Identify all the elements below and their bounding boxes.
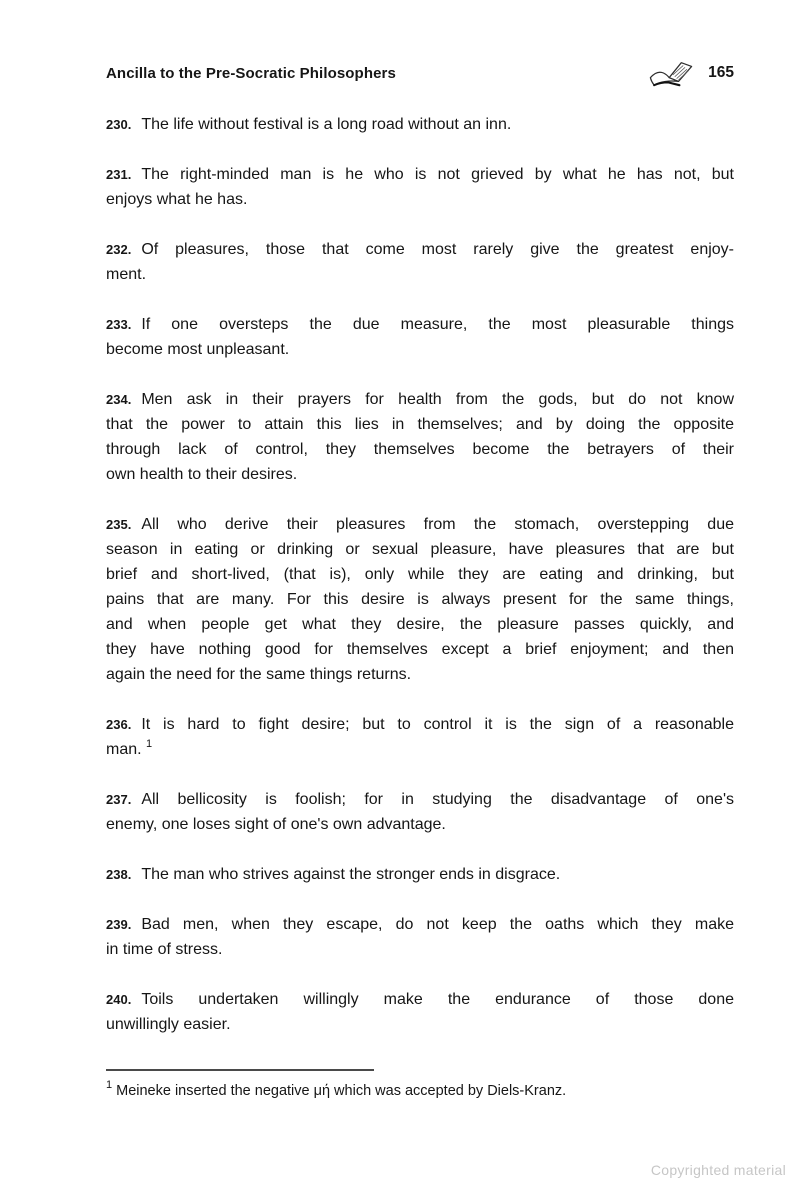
text-line	[106, 187, 734, 212]
footnote	[106, 1069, 734, 1102]
text-line	[106, 812, 734, 837]
text-line	[106, 937, 734, 962]
page-number: 165	[708, 64, 734, 81]
text-line	[106, 562, 734, 587]
aphorism-number: 235.	[106, 517, 132, 532]
line-text: The life without festival is a long road without an inn.	[141, 116, 512, 133]
aphorism-number: 231.	[106, 167, 132, 182]
text-line	[106, 737, 734, 762]
aphorism-paragraph	[106, 712, 734, 762]
text-line	[106, 1012, 734, 1037]
aphorism-number: 236.	[106, 717, 132, 732]
open-book-icon	[647, 58, 695, 88]
text-line	[106, 537, 734, 562]
line-text: become most unpleasant.	[106, 341, 290, 358]
line-text: Bad men, when they escape, do not keep the oaths which they make	[141, 916, 734, 933]
line-text: All who derive their pleasures from the stomach, overstepping due	[141, 516, 734, 533]
running-header	[106, 60, 734, 86]
book-title: Ancilla to the Pre-Socratic Philosophers	[106, 64, 396, 82]
line-text: brief and short-lived, (that is), only while they are eating and drinking, but	[106, 566, 734, 583]
line-text: that the power to attain this lies in themselves; and by doing the opposite	[106, 416, 734, 433]
line-text: ment.	[106, 266, 147, 283]
aphorism-number: 232.	[106, 242, 132, 257]
aphorism-paragraph	[106, 512, 734, 687]
line-text: The right-minded man is he who is not grieved by what he has not, but	[141, 166, 734, 183]
text-line	[106, 262, 734, 287]
text-line	[106, 112, 734, 137]
line-text: through lack of control, they themselves become the betrayers of their	[106, 441, 734, 458]
line-text: enjoys what he has.	[106, 191, 248, 208]
aphorism-number: 230.	[106, 117, 132, 132]
text-line	[106, 337, 734, 362]
aphorism-number: 233.	[106, 317, 132, 332]
line-text: All bellicosity is foolish; for in studying the disadvantage of one's	[141, 791, 734, 808]
text-line	[106, 237, 734, 262]
text-line	[106, 437, 734, 462]
text-line	[106, 412, 734, 437]
line-text: they have nothing good for themselves except a brief enjoyment; and then	[106, 641, 734, 658]
aphorism-paragraph	[106, 112, 734, 137]
line-text: season in eating or drinking or sexual pleasure, have pleasures that are but	[106, 541, 734, 558]
aphorism-paragraph	[106, 987, 734, 1037]
text-line	[106, 587, 734, 612]
text-line	[106, 912, 734, 937]
footnote-separator	[106, 1069, 374, 1071]
line-text: Of pleasures, those that come most rarely give the greatest enjoy-	[141, 241, 734, 258]
footnote-text: Meineke inserted the negative μή which was accepted by Diels-Kranz.	[116, 1083, 567, 1099]
header-right	[647, 58, 734, 88]
aphorism-paragraph	[106, 387, 734, 487]
text-line	[106, 512, 734, 537]
footnote-marker: 1	[106, 1079, 113, 1092]
aphorism-number: 239.	[106, 917, 132, 932]
text-line	[106, 862, 734, 887]
aphorism-paragraph	[106, 787, 734, 837]
aphorism-paragraph	[106, 312, 734, 362]
line-text: If one oversteps the due measure, the most pleasurable things	[141, 316, 734, 333]
line-text: and when people get what they desire, the pleasure passes quickly, and	[106, 616, 734, 633]
line-text: enemy, one loses sight of one's own advantage.	[106, 816, 446, 833]
aphorism-paragraph	[106, 162, 734, 212]
text-line	[106, 987, 734, 1012]
aphorism-number: 240.	[106, 992, 132, 1007]
footnote-text-line	[106, 1080, 734, 1102]
copyright-watermark: Copyrighted material	[650, 1162, 786, 1178]
line-text: unwillingly easier.	[106, 1016, 231, 1033]
text-line	[106, 312, 734, 337]
aphorism-number: 238.	[106, 867, 132, 882]
line-text: man.	[106, 741, 147, 758]
line-text: own health to their desires.	[106, 466, 298, 483]
line-text: Toils undertaken willingly make the endurance of those done	[141, 991, 734, 1008]
line-text: pains that are many. For this desire is always present for the same things,	[106, 591, 734, 608]
line-text: again the need for the same things returns.	[106, 666, 412, 683]
aphorism-number: 234.	[106, 392, 132, 407]
aphorism-number: 237.	[106, 792, 132, 807]
text-line	[106, 612, 734, 637]
line-text: It is hard to fight desire; but to control it is the sign of a reasonable	[141, 716, 734, 733]
text-line	[106, 662, 734, 687]
text-line	[106, 637, 734, 662]
aphorism-list	[106, 112, 734, 1037]
footnote-reference: 1	[146, 737, 153, 750]
line-text: Men ask in their prayers for health from the gods, but do not know	[141, 391, 734, 408]
text-line	[106, 787, 734, 812]
book-page	[106, 60, 734, 1102]
text-line	[106, 387, 734, 412]
aphorism-paragraph	[106, 862, 734, 887]
line-text: The man who strives against the stronger ends in disgrace.	[141, 866, 561, 883]
aphorism-paragraph	[106, 237, 734, 287]
line-text: in time of stress.	[106, 941, 223, 958]
text-line	[106, 462, 734, 487]
aphorism-paragraph	[106, 912, 734, 962]
text-line	[106, 712, 734, 737]
text-line	[106, 162, 734, 187]
